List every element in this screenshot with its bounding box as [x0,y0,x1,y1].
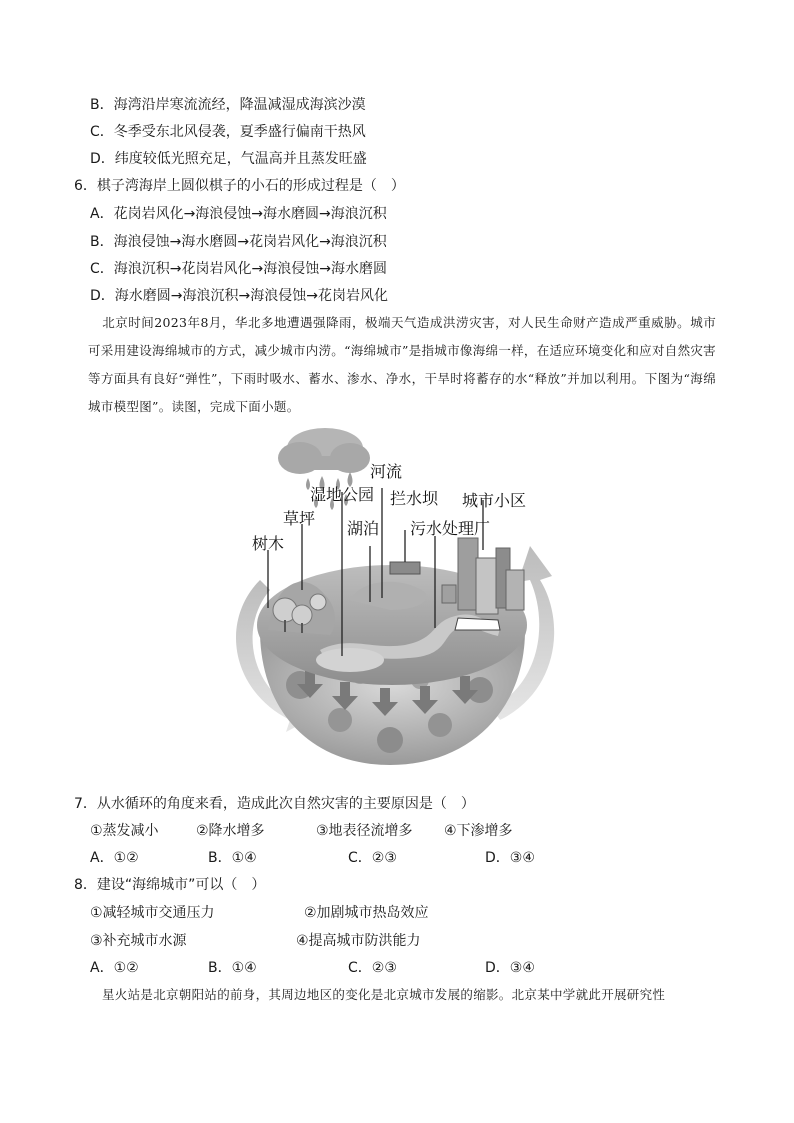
label-dam: 拦水坝 [390,489,439,508]
label-trees: 树木 [252,534,285,553]
q5-option-c: C．冬季受东北风侵袭，夏季盛行偏南干热风 [90,124,366,140]
label-grass: 草坪 [283,509,316,528]
q8-stem: 8．建设“海绵城市”可以（ ） [74,877,266,893]
lake-shape [316,648,384,672]
passage-text: 北京时间2023年8月，华北多地遭遇强降雨，极端天气造成洪涝灾害，对人民生命财产造成严重威胁。城市可采用建设海绵城市的方式，减少城市内涝。“海绵城市”是指城市像海绵一样，在适应环境变化和应对自然灾害等方面具有良好“弹性”，下雨时吸水、蓄水、渗水、净水，干旱时将蓄存的水“释放”并加以利用。下图为“海绵城市模型图”。读图，完成下面小题。 [88,315,716,414]
q7-option-c: C．②③ [348,850,397,866]
q8-option-b: B．①④ [208,960,257,976]
q8-option-d: D．③④ [485,960,535,976]
sponge-city-figure [230,420,560,790]
q6-option-a: A．花岗岩风化→海浪侵蚀→海水磨圆→海浪沉积 [90,206,387,222]
q8-option-c: C．②③ [348,960,397,976]
q7-item-3: ③地表径流增多 [316,823,413,839]
q7-option-b: B．①④ [208,850,257,866]
q8-item-4: ④提高城市防洪能力 [296,933,421,949]
q7-item-2: ②降水增多 [196,823,265,839]
label-sewage-plant: 污水处理厂 [410,519,491,538]
label-wetland-park: 湿地公园 [310,485,375,504]
q6-option-c: C．海浪沉积→花岗岩风化→海浪侵蚀→海水磨圆 [90,261,387,277]
q6-option-d: D．海水磨圆→海浪沉积→海浪侵蚀→花岗岩风化 [90,288,388,304]
q8-item-1: ①减轻城市交通压力 [90,905,215,921]
q7-item-4: ④下渗增多 [444,823,513,839]
sewage-plant-icon [455,618,500,630]
dam-icon [390,562,420,574]
sponge-city-diagram [230,420,560,790]
q8-item-3: ③补充城市水源 [90,933,187,949]
rain-cloud-icon [278,428,370,474]
passage2-text: 星火站是北京朝阳站的前身，其周边地区的变化是北京城市发展的缩影。北京某中学就此开展研究性 [102,987,666,1002]
label-river: 河流 [370,462,403,481]
q7-item-1: ①蒸发减小 [90,823,159,839]
passage-xinghuo-station [88,981,716,1009]
q7-option-a: A．①② [90,850,139,866]
q8-item-2: ②加剧城市热岛效应 [304,905,429,921]
label-city-community: 城市小区 [462,491,527,510]
q8-option-a: A．①② [90,960,139,976]
q6-stem: 6．棋子湾海岸上圆似棋子的小石的形成过程是（ ） [74,178,405,194]
q7-stem: 7．从水循环的角度来看，造成此次自然灾害的主要原因是（ ） [74,796,475,812]
q5-option-b: B．海湾沿岸寒流流经，降温减湿成海滨沙漠 [90,97,366,113]
q5-option-d: D．纬度较低光照充足，气温高并且蒸发旺盛 [90,151,367,167]
label-lake: 湖泊 [347,519,380,538]
passage-sponge-city [88,309,716,421]
q7-option-d: D．③④ [485,850,535,866]
q6-option-b: B．海浪侵蚀→海水磨圆→花岗岩风化→海浪沉积 [90,234,387,250]
